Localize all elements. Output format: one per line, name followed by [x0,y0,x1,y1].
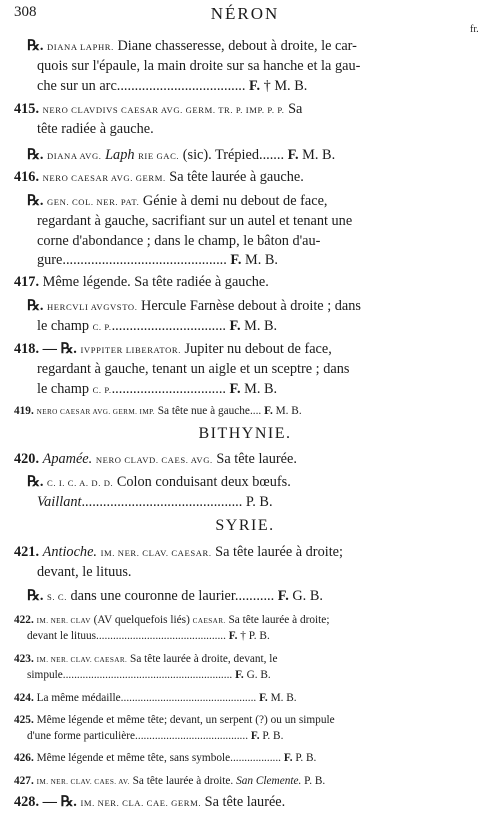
entry-marker: 426. [14,752,34,764]
text-run: Sa tête laurée à gauche. [165,169,304,185]
entry-marker: 416. [14,169,40,185]
text-run: G. B. [288,588,323,604]
entry-marker: ℞. [27,474,44,490]
text-run: simpule............................................................ [27,669,236,681]
text-run: quois sur l'épaule, la main droite sur sa hanche et la gau- [37,58,361,74]
text-line [14,341,332,358]
text-run: regardant à gauche, tenant un aigle et un sceptre ; dans [37,361,350,377]
text-line [37,78,307,94]
entry-marker: 423. [14,653,34,665]
text-run: La même médaille................................................ [33,692,260,704]
text-run: ................................ [111,381,230,397]
legend-small-caps: C. I. C. A. D. D. [46,478,114,488]
text-line [14,794,285,811]
text-run: Sa tête laurée à droite, devant, le [127,653,278,665]
text-line [37,318,277,335]
text-run: Diane chasseresse, debout à droite, le car- [113,38,357,54]
text-run: (AV quelquefois liés) [90,614,193,626]
entry-marker: 420. [14,451,40,467]
text-run: M. B. [298,147,336,163]
legend-small-caps: NERO CLAVDIVS CAESAR AVG. GERM. TR. P. IMP. P. P. [42,105,285,115]
text-run: le champ [37,381,93,397]
legend-small-caps: C. P. [92,322,112,332]
text-line [14,712,335,728]
text-run: d'une forme particulière........................................ [27,730,251,742]
text-run: gure.............................................. [37,252,231,268]
entry-marker: 419. [14,405,34,417]
text-line [27,628,270,644]
text-run: Sa tête laurée à droite; [225,614,330,626]
text-line [37,121,154,137]
entry-marker: F. [228,630,238,642]
text-run: Jupiter nu debout de face, [180,341,332,357]
text-run: ................................ [111,318,230,334]
legend-small-caps: RIE GAC. [138,151,180,161]
legend-small-caps: CAESAR. [192,617,226,625]
entry-marker: 421. [14,544,40,560]
text-line [14,651,277,668]
entry-marker: F. [283,752,293,764]
text-line [37,381,277,398]
text-line [37,252,278,268]
text-line [27,474,291,491]
text-line [14,274,269,290]
text-run: Sa tête laurée à droite; [211,544,343,560]
page-number: 308 [14,4,37,20]
text-line [14,544,343,561]
text-run: le champ [37,318,93,334]
entry-marker: ℞. [27,193,44,209]
text-line [37,213,352,229]
entry-marker: F. [249,78,261,94]
entry-marker: 424. [14,692,34,704]
entry-marker: ℞. [27,38,44,54]
text-run: che sur un arc.................................... [37,78,250,94]
entry-marker: 422. [14,614,34,626]
entry-marker: F. [250,730,260,742]
legend-small-caps: IM. NER. CLAV [36,617,91,625]
italic-term: Antioche. [42,544,97,560]
text-run: Colon conduisant deux bœufs. [113,474,291,490]
legend-small-caps: IM. NER. CLAV. CAESAR. [100,548,212,558]
text-line [14,690,297,706]
text-line [14,773,325,790]
text-run: † M. B. [260,78,308,94]
entry-marker: 417. [14,274,40,290]
text-line [14,169,304,186]
italic-term: Apamée. [42,451,93,467]
text-run: (sic). Trépied....... [179,147,288,163]
entry-marker: 428. — ℞. [14,794,77,810]
text-run: P. B. [292,752,317,764]
entry-marker: 427. [14,775,34,787]
text-run: M. B. [267,692,297,704]
text-run: P. B. [301,775,326,787]
text-line [27,667,271,683]
text-line [14,403,302,420]
text-line [14,612,329,629]
entry-marker: F. [229,318,241,334]
section-heading: BITHYNIE. [198,425,292,442]
legend-small-caps: NERO CLAVD. CAES. AVG. [95,455,213,465]
entry-marker: ℞. [27,147,44,163]
text-line [37,233,320,249]
legend-small-caps: S. C. [46,592,67,602]
text-run: Génie à demi nu debout de face, [139,193,328,209]
text-run: regardant à gauche, sacrifiant sur un autel et tenant une [37,213,353,229]
legend-small-caps: IM. NER. CLAV. CAESAR. [36,656,128,664]
legend-small-caps: HERCVLI AVGVSTO. [46,302,138,312]
text-run: tête radiée à gauche. [37,121,154,137]
legend-small-caps: DIANA AVG. [46,151,102,161]
text-run: devant, le lituus. [37,564,132,580]
text-run: Sa tête laurée. [212,451,297,467]
text-run: Sa [284,101,303,117]
text-run: Sa tête laurée. [201,794,286,810]
legend-small-caps: IVPPITER LIBERATOR. [80,345,181,355]
text-run: M. B. [240,318,278,334]
text-line [37,361,349,377]
legend-small-caps: IM. NER. CLAV. CAES. AV. [36,778,130,786]
legend-small-caps: NERO CAESAR AVG. GERM. IMP. [36,408,155,416]
entry-marker: F. [229,381,241,397]
text-line [27,193,328,210]
text-run: M. B. [241,252,278,268]
legend-small-caps: IM. NER. CLA. CAE. GERM. [80,798,202,808]
entry-marker: F. [287,147,299,163]
text-run: † P. B. [237,630,270,642]
legend-small-caps: DIANA LAPHR. [46,42,114,52]
text-run: Hercule Farnèse debout à droite ; dans [137,298,361,314]
text-run: M. B. [272,405,302,417]
text-run: P. B. [259,730,284,742]
entry-marker: ℞. [27,298,44,314]
italic-term: San Clemente. [236,775,302,787]
text-run: Sa tête laurée à droite. [129,775,237,787]
text-line [27,298,361,315]
section-heading: SYRIE. [215,517,275,534]
text-line [37,494,273,510]
legend-small-caps: GEN. COL. NER. PAT. [46,197,140,207]
text-run: ............................................. P. B. [81,494,273,510]
entry-marker: F. [230,252,242,268]
text-line [14,101,302,118]
italic-term: Laph [105,147,135,163]
text-run: Même légende et même tête, sans symbole.................. [33,752,284,764]
text-line [27,147,335,164]
text-run: Même légende. Sa tête radiée à gauche. [39,274,269,290]
entry-marker: 425. [14,714,34,726]
entry-marker: F. [264,405,273,417]
entry-marker: 418. — ℞. [14,341,77,357]
entry-marker: 415. [14,101,40,117]
text-line [14,451,297,468]
italic-term: Vaillant [37,494,82,510]
entry-marker: ℞. [27,588,44,604]
running-title: NÉRON [210,4,280,23]
text-run: Sa tête nue à gauche.... [154,405,265,417]
text-line [37,564,132,580]
entry-marker: F. [259,692,268,704]
text-run: devant le lituus.............................................. [27,630,229,642]
text-run: Même légende et même tête; devant, un serpent (?) ou un simpule [33,714,335,726]
legend-small-caps: C. P. [92,385,112,395]
legend-small-caps: NERO CAESAR AVG. GERM. [42,173,166,183]
text-run: M. B. [240,381,278,397]
text-line [37,58,360,74]
text-line [27,728,283,744]
text-run: dans une couronne de laurier........... [66,588,278,604]
text-run: corne d'abondance ; dans le champ, le bâton d'au- [37,233,321,249]
text-line [27,588,323,605]
text-line [27,38,357,55]
margin-note: fr. [470,24,479,35]
text-run: G. B. [243,669,271,681]
text-line [14,750,316,766]
entry-marker: F. [277,588,289,604]
entry-marker: F. [235,669,244,681]
